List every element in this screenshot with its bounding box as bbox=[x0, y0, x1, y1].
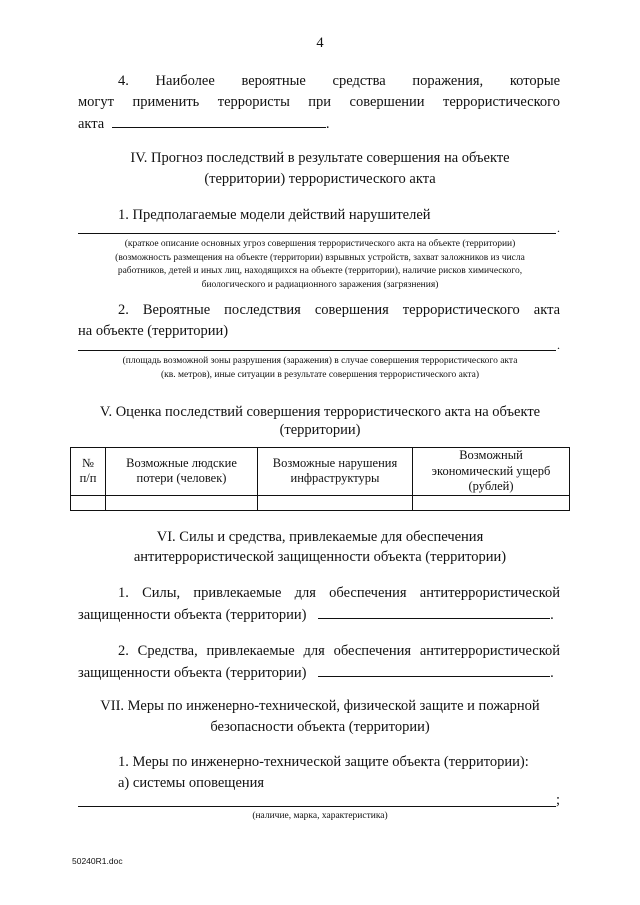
word: при bbox=[308, 94, 332, 110]
punct: . bbox=[550, 607, 554, 623]
word: вероятные bbox=[241, 73, 306, 89]
note-line: (кв. метров), иные ситуации в результате совершения террористического акта) bbox=[160, 369, 480, 380]
item4-line3 bbox=[78, 113, 330, 135]
consequences-table bbox=[70, 447, 570, 511]
section6-item1-line1 bbox=[118, 583, 560, 604]
section7-item1a: а) системы оповещения bbox=[118, 775, 265, 791]
cell-line: № bbox=[82, 455, 94, 470]
word: могут bbox=[78, 94, 114, 110]
item4-line1 bbox=[118, 71, 560, 92]
note-1 bbox=[60, 238, 580, 292]
cell-line: Возможный bbox=[459, 448, 523, 462]
punct: . bbox=[325, 116, 330, 132]
section7-heading-1: VII. Меры по инженерно-технической, физической защите и пожарной bbox=[100, 698, 540, 714]
section4-heading-1: IV. Прогноз последствий в результате совершения на объекте bbox=[130, 150, 510, 166]
cell-line: Возможные нарушения bbox=[272, 455, 398, 470]
word: акта bbox=[78, 116, 105, 132]
word: обеспечения bbox=[333, 643, 412, 659]
word: акта bbox=[533, 302, 561, 318]
word: привлекаемые bbox=[193, 585, 282, 601]
blank-line[interactable] bbox=[78, 806, 556, 807]
cell-line: потери (человек) bbox=[136, 471, 227, 486]
word: для bbox=[303, 643, 325, 659]
note-line: работников, детей и иных лиц, находящихся на объекте (территории), наличие рисков химического, bbox=[117, 266, 523, 276]
table-cell[interactable] bbox=[71, 495, 106, 510]
table-cell[interactable] bbox=[413, 495, 570, 510]
cell-line: п/п bbox=[79, 471, 97, 486]
word: 2. Вероятные bbox=[118, 302, 211, 318]
section6-item2-line1 bbox=[118, 641, 560, 662]
section7-heading-2: безопасности объекта (территории) bbox=[210, 719, 430, 735]
word: последствия bbox=[224, 302, 301, 318]
table-header-row bbox=[71, 448, 570, 496]
text: защищенности объекта (территории) bbox=[78, 607, 307, 623]
word: поражения, bbox=[412, 73, 484, 89]
word: применить bbox=[132, 94, 200, 110]
blank-line[interactable] bbox=[78, 233, 556, 234]
section6-item1-line2 bbox=[78, 604, 554, 626]
table-header-cell bbox=[413, 448, 570, 496]
section4-item2-line2: на объекте (территории) bbox=[78, 323, 229, 339]
section4-item1: 1. Предполагаемые модели действий нарушителей bbox=[118, 207, 431, 223]
word: 1. Силы, bbox=[118, 585, 181, 601]
word: 2. Средства, bbox=[118, 643, 198, 659]
section6-item2-line2 bbox=[78, 662, 554, 684]
section7-item1: 1. Меры по инженерно-технической защите объекта (территории): bbox=[118, 754, 529, 770]
footer-filename: 50240R1.doc bbox=[72, 856, 123, 866]
word: для bbox=[294, 585, 316, 601]
table-cell[interactable] bbox=[258, 495, 413, 510]
cell-line: инфраструктуры bbox=[290, 471, 380, 486]
section6-heading-1: VI. Силы и средства, привлекаемые для обеспечения bbox=[156, 529, 484, 545]
blank-line[interactable] bbox=[318, 662, 550, 677]
note-line: (площадь возможной зоны разрушения (заражения) в случае совершения террористического акта bbox=[122, 356, 518, 366]
section4-item2-line1 bbox=[118, 300, 560, 321]
word: 4. Наиболее bbox=[118, 73, 215, 89]
table-header-cell bbox=[258, 448, 413, 496]
punct: ; bbox=[556, 792, 561, 808]
table-row bbox=[71, 495, 570, 510]
table-header-cell bbox=[106, 448, 258, 496]
word: террористического bbox=[402, 302, 520, 318]
word: обеспечения bbox=[329, 585, 407, 601]
section5-heading-2: (территории) bbox=[279, 422, 361, 438]
word: антитеррористической bbox=[419, 643, 561, 659]
note-line: (краткое описание основных угроз совершения террористического акта на объекте (территории) bbox=[124, 239, 516, 249]
section6-heading-2: антитеррористической защищенности объекта (территории) bbox=[133, 549, 507, 565]
note-2 bbox=[60, 355, 580, 382]
note-line: (возможность размещения на объекте (территории) взрывных устройств, захват заложников из числа bbox=[115, 252, 525, 263]
text: защищенности объекта (территории) bbox=[78, 665, 307, 681]
section4-heading-2: (территории) террористического акта bbox=[204, 171, 436, 187]
blank-line[interactable] bbox=[78, 350, 556, 351]
note-3: (наличие, марка, характеристика) bbox=[252, 811, 388, 821]
word: которые bbox=[509, 73, 561, 89]
item4-line2 bbox=[78, 92, 560, 113]
punct: . bbox=[557, 338, 560, 352]
word: совершения bbox=[314, 302, 389, 318]
note-line: биологического и радиационного заражения (загрязнения) bbox=[201, 279, 439, 290]
word: террористического bbox=[443, 94, 560, 110]
blank-line[interactable] bbox=[318, 604, 550, 619]
word: средства bbox=[332, 73, 386, 89]
word: совершении bbox=[349, 94, 425, 110]
punct: . bbox=[550, 665, 554, 681]
word: террористы bbox=[217, 94, 290, 110]
cell-line: экономический ущерб bbox=[431, 463, 551, 478]
cell-line: Возможные людские bbox=[126, 455, 237, 470]
blank-line[interactable] bbox=[112, 113, 326, 128]
cell-line: (рублей) bbox=[468, 479, 514, 493]
section5-heading-1: V. Оценка последствий совершения террористического акта на объекте bbox=[99, 404, 541, 420]
table-header-cell bbox=[71, 448, 106, 496]
page-number: 4 bbox=[316, 35, 324, 51]
table-cell[interactable] bbox=[106, 495, 258, 510]
word: антитеррористической bbox=[419, 585, 560, 601]
word: привлекаемые bbox=[206, 643, 295, 659]
punct: . bbox=[557, 221, 560, 235]
